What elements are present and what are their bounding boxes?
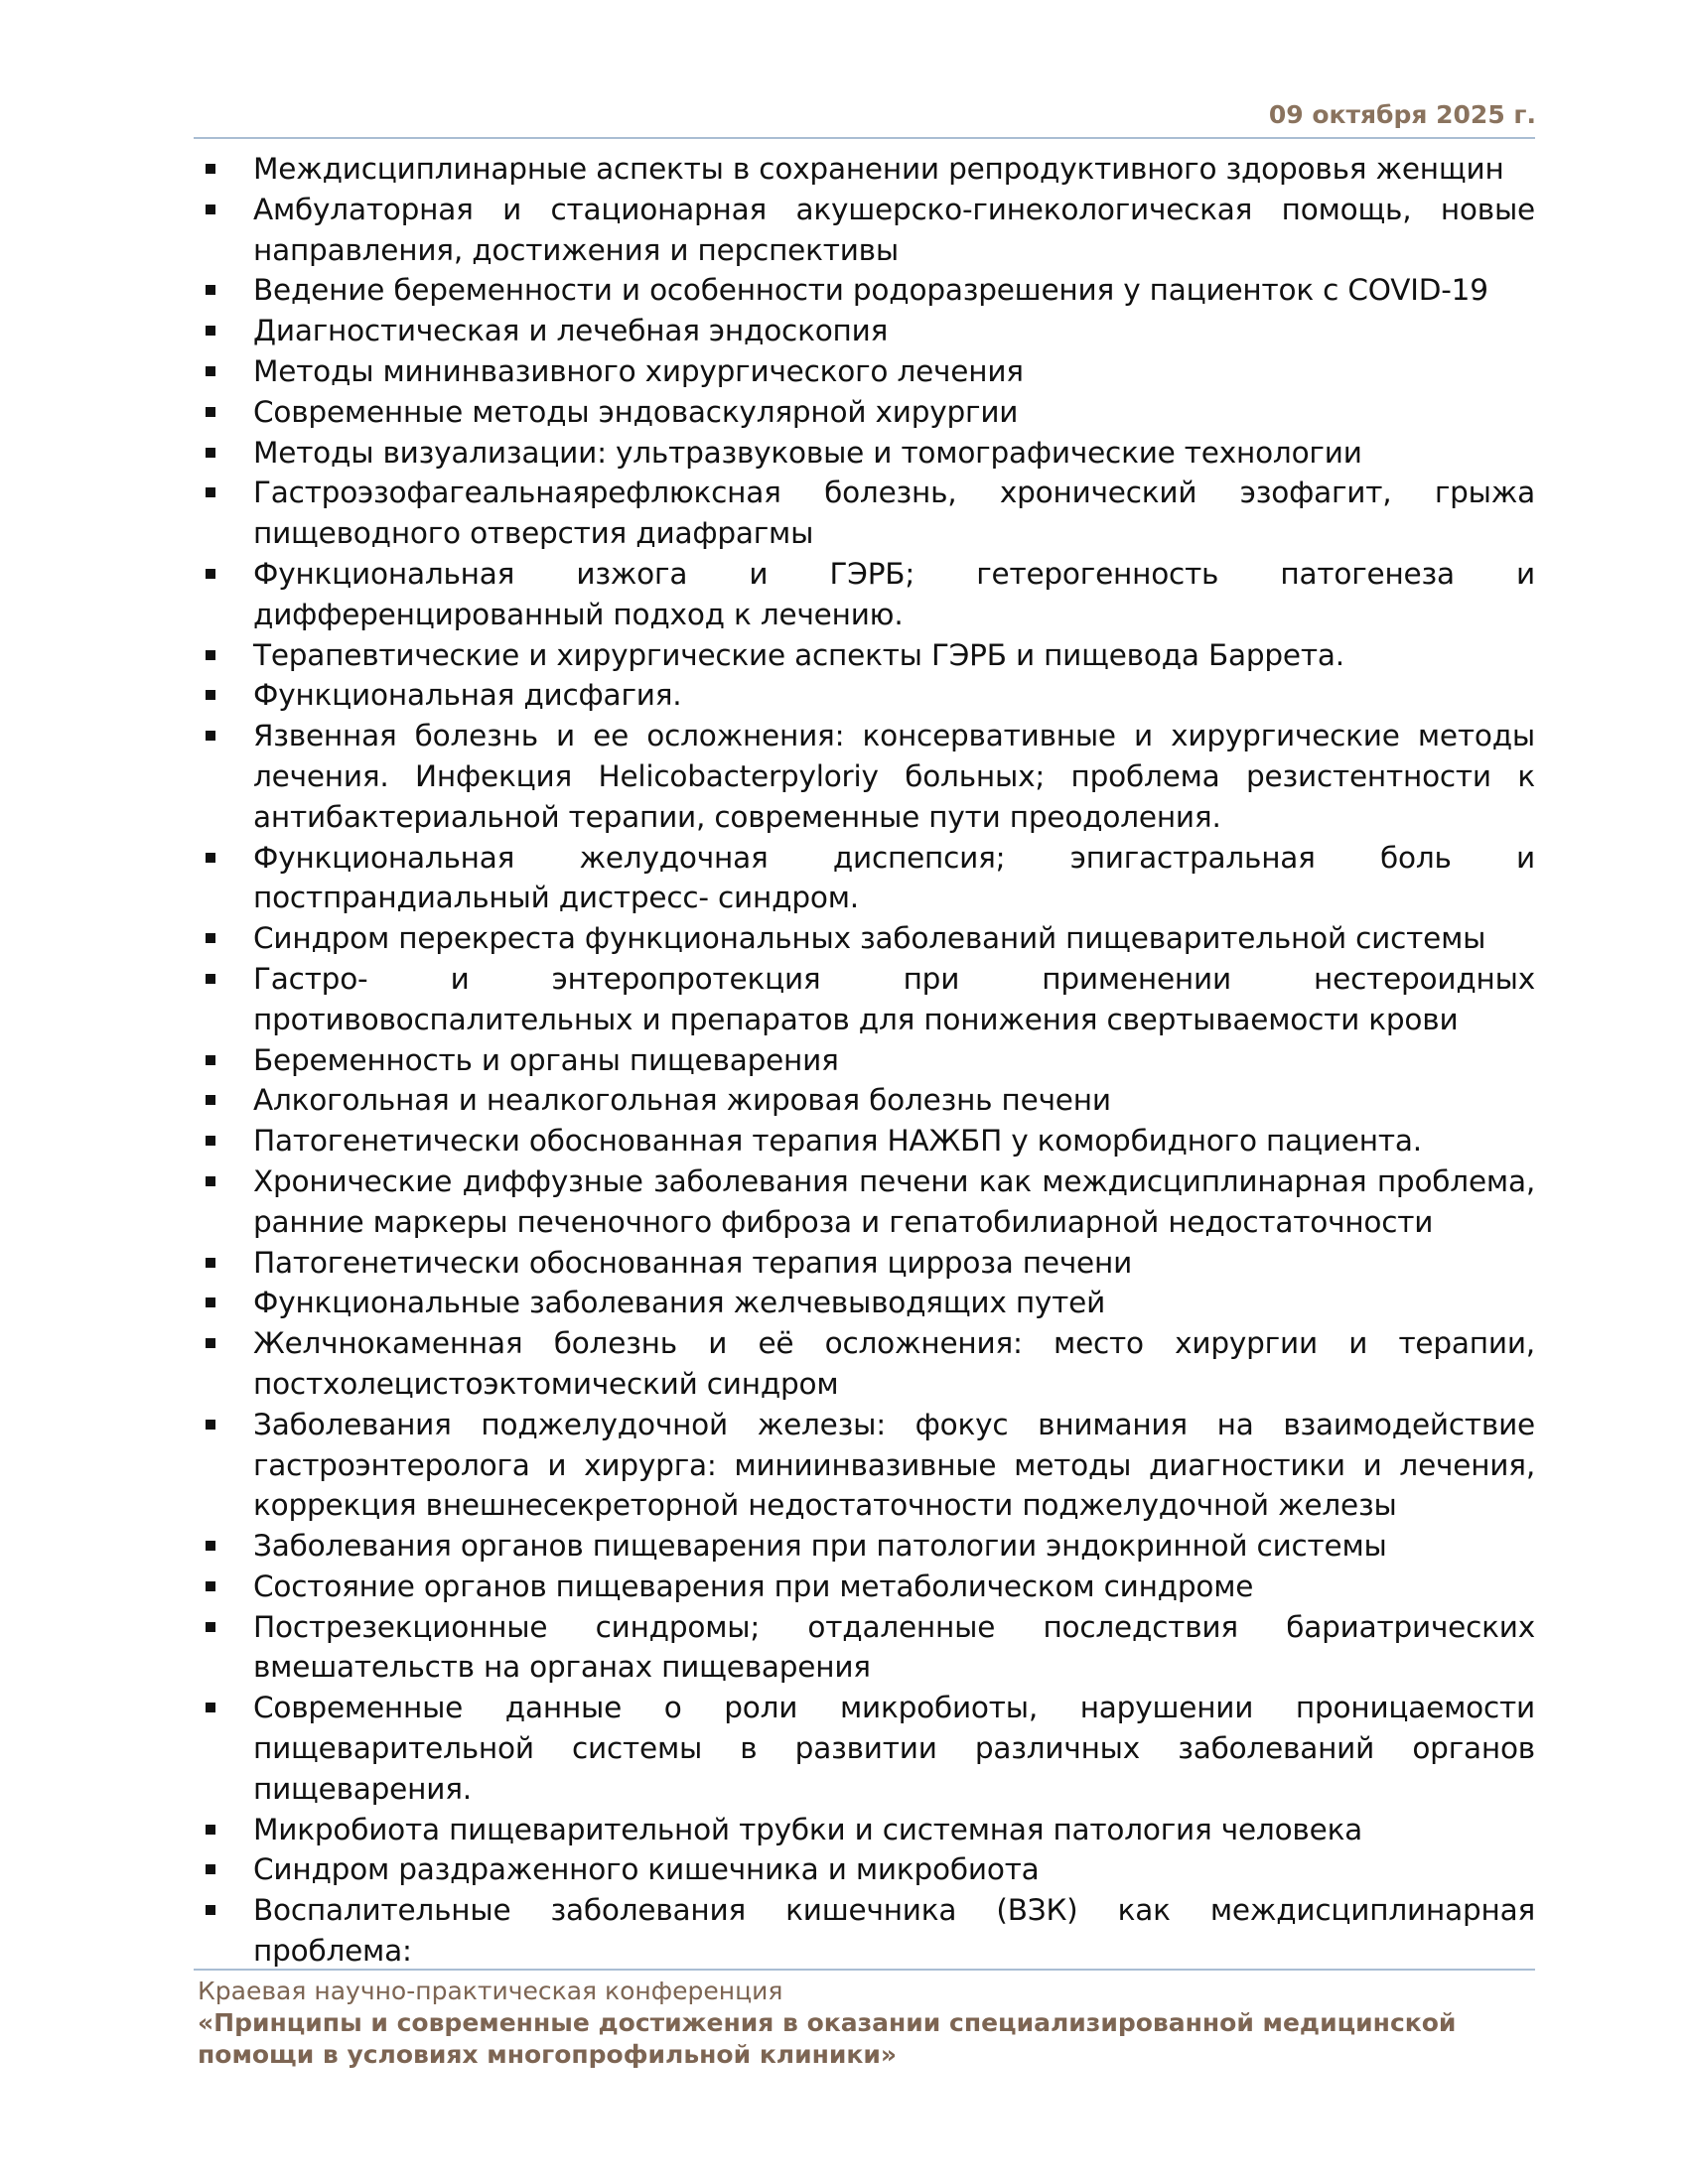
list-item (194, 1567, 1535, 1607)
list-item (194, 716, 1535, 837)
list-item (194, 1810, 1535, 1850)
footer-divider (194, 1969, 1535, 1971)
bullet-icon (206, 1297, 215, 1307)
topic-text: Синдром перекреста функциональных заболеваний пищеварительной системы (253, 921, 1486, 956)
topic-text: Заболевания поджелудочной железы: фокус внимания на взаимодействие гастроэнтеролога и хирурга: миниинвазивные методы диагностики и лечения, коррекция внешнесекреторной недостаточности поджелудочной железы (253, 1407, 1535, 1523)
topic-text: Заболевания органов пищеварения при патологии эндокринной системы (253, 1529, 1387, 1564)
topic-text: Функциональная дисфагия. (253, 678, 682, 713)
list-item (194, 635, 1535, 676)
topic-text: Ведение беременности и особенности родоразрешения у пациенток с COVID-19 (253, 273, 1488, 308)
topic-text: Современные методы эндоваскулярной хирургии (253, 394, 1019, 429)
topic-text: Воспалительные заболевания кишечника (ВЗК) как междисциплинарная проблема: (253, 1893, 1535, 1969)
list-item (194, 1849, 1535, 1890)
bullet-icon (206, 1095, 215, 1105)
bullet-icon (206, 1622, 215, 1632)
bullet-icon (206, 1176, 215, 1186)
topic-text: Функциональные заболевания желчевыводящих путей (253, 1286, 1106, 1320)
bullet-icon (206, 1420, 215, 1430)
bullet-icon (206, 487, 215, 497)
topic-text: Синдром раздраженного кишечника и микробиота (253, 1852, 1040, 1887)
topic-text: Функциональная желудочная диспепсия; эпигастральная боль и постпрандиальный дистресс- синдром. (253, 840, 1535, 915)
list-item (194, 554, 1535, 635)
bullet-icon (206, 974, 215, 984)
bullet-icon (206, 1136, 215, 1146)
bullet-icon (206, 933, 215, 943)
topic-text: Гастро- и энтеропротекция при применении нестероидных противовоспалительных и препаратов для понижения свертываемости крови (253, 961, 1535, 1036)
topic-text: Функциональная изжога и ГЭРБ; гетерогенность патогенеза и дифференцированный подход к лечению. (253, 556, 1535, 631)
bullet-icon (206, 1825, 215, 1835)
footer (198, 1976, 1528, 2071)
header-date: 09 октября 2025 г. (1268, 100, 1536, 129)
topic-text: Хронические диффузные заболевания печени как междисциплинарная проблема, ранние маркеры печеночного фиброза и гепатобилиарной недостаточности (253, 1163, 1535, 1239)
footer-conference-title: «Принципы и современные достижения в оказании специализированной медицинской помощи в условиях многопрофильной клиники» (198, 2008, 1457, 2069)
bullet-icon (206, 1581, 215, 1591)
bullet-icon (206, 731, 215, 741)
list-item (194, 351, 1535, 392)
bullet-icon (206, 853, 215, 863)
topic-text: Желчнокаменная болезнь и её осложнения: место хирургии и терапии, постхолецистоэктомический синдром (253, 1326, 1535, 1401)
topic-text: Патогенетически обоснованная терапия НАЖБП у коморбидного пациента. (253, 1124, 1422, 1159)
bullet-icon (206, 1905, 215, 1915)
list-item (194, 1080, 1535, 1121)
list-item (194, 1526, 1535, 1567)
list-item (194, 433, 1535, 474)
topic-text: Современные данные о роли микробиоты, нарушении проницаемости пищеварительной системы в развитии различных заболеваний органов пищеварения. (253, 1691, 1535, 1806)
bullet-icon (206, 164, 215, 174)
list-item (194, 1405, 1535, 1526)
header-divider (194, 137, 1535, 139)
bullet-icon (206, 1541, 215, 1551)
footer-conference-type: Краевая научно-практическая конференция (198, 1977, 783, 2005)
bullet-icon (206, 366, 215, 376)
topic-list (194, 149, 1535, 1972)
list-item (194, 190, 1535, 271)
bullet-icon (206, 285, 215, 295)
list-item (194, 1607, 1535, 1689)
list-item (194, 838, 1535, 919)
topic-text: Состояние органов пищеварения при метаболическом синдроме (253, 1569, 1254, 1603)
topic-text: Гастроэзофагеальнаярефлюксная болезнь, хронический эзофагит, грыжа пищеводного отверстия диафрагмы (253, 476, 1535, 551)
topic-text: Междисциплинарные аспекты в сохранении репродуктивного здоровья женщин (253, 152, 1504, 186)
bullet-icon (206, 1258, 215, 1268)
topic-text: Терапевтические и хирургические аспекты ГЭРБ и пищевода Баррета. (253, 637, 1344, 672)
list-item (194, 1243, 1535, 1284)
bullet-icon (206, 690, 215, 700)
topic-text: Амбулаторная и стационарная акушерско-гинекологическая помощь, новые направления, достижения и перспективы (253, 192, 1535, 267)
list-item (194, 270, 1535, 311)
bullet-icon (206, 1864, 215, 1874)
list-item (194, 1890, 1535, 1972)
list-item (194, 1040, 1535, 1081)
bullet-icon (206, 326, 215, 336)
list-item (194, 392, 1535, 433)
list-item (194, 473, 1535, 554)
list-item (194, 311, 1535, 351)
topic-text: Методы визуализации: ультразвуковые и томографические технологии (253, 435, 1362, 470)
bullet-icon (206, 407, 215, 417)
list-item (194, 1688, 1535, 1809)
topic-text: Микробиота пищеварительной трубки и системная патология человека (253, 1812, 1363, 1846)
bullet-icon (206, 650, 215, 660)
topic-text: Методы мининвазивного хирургического лечения (253, 353, 1024, 388)
list-item (194, 1161, 1535, 1243)
topic-text: Пострезекционные синдромы; отдаленные последствия бариатрических вмешательств на органах пищеварения (253, 1609, 1535, 1685)
list-item (194, 959, 1535, 1040)
list-item (194, 1283, 1535, 1323)
list-item (194, 1121, 1535, 1161)
list-item (194, 918, 1535, 959)
bullet-icon (206, 1703, 215, 1712)
topic-text: Диагностическая и лечебная эндоскопия (253, 314, 889, 348)
list-item (194, 149, 1535, 190)
topic-text: Беременность и органы пищеварения (253, 1042, 839, 1077)
bullet-icon (206, 569, 215, 579)
topic-text: Патогенетически обоснованная терапия цирроза печени (253, 1245, 1133, 1280)
bullet-icon (206, 1055, 215, 1065)
topic-text: Алкогольная и неалкогольная жировая болезнь печени (253, 1083, 1111, 1118)
bullet-icon (206, 205, 215, 214)
list-item (194, 675, 1535, 716)
bullet-icon (206, 448, 215, 458)
bullet-icon (206, 1338, 215, 1348)
topic-text: Язвенная болезнь и ее осложнения: консервативные и хирургические методы лечения. Инфекция Helicobacterpyloriy больных; проблема резистентности к антибактериальной терапии, современные пути преодоления. (253, 719, 1535, 834)
list-item (194, 1323, 1535, 1405)
